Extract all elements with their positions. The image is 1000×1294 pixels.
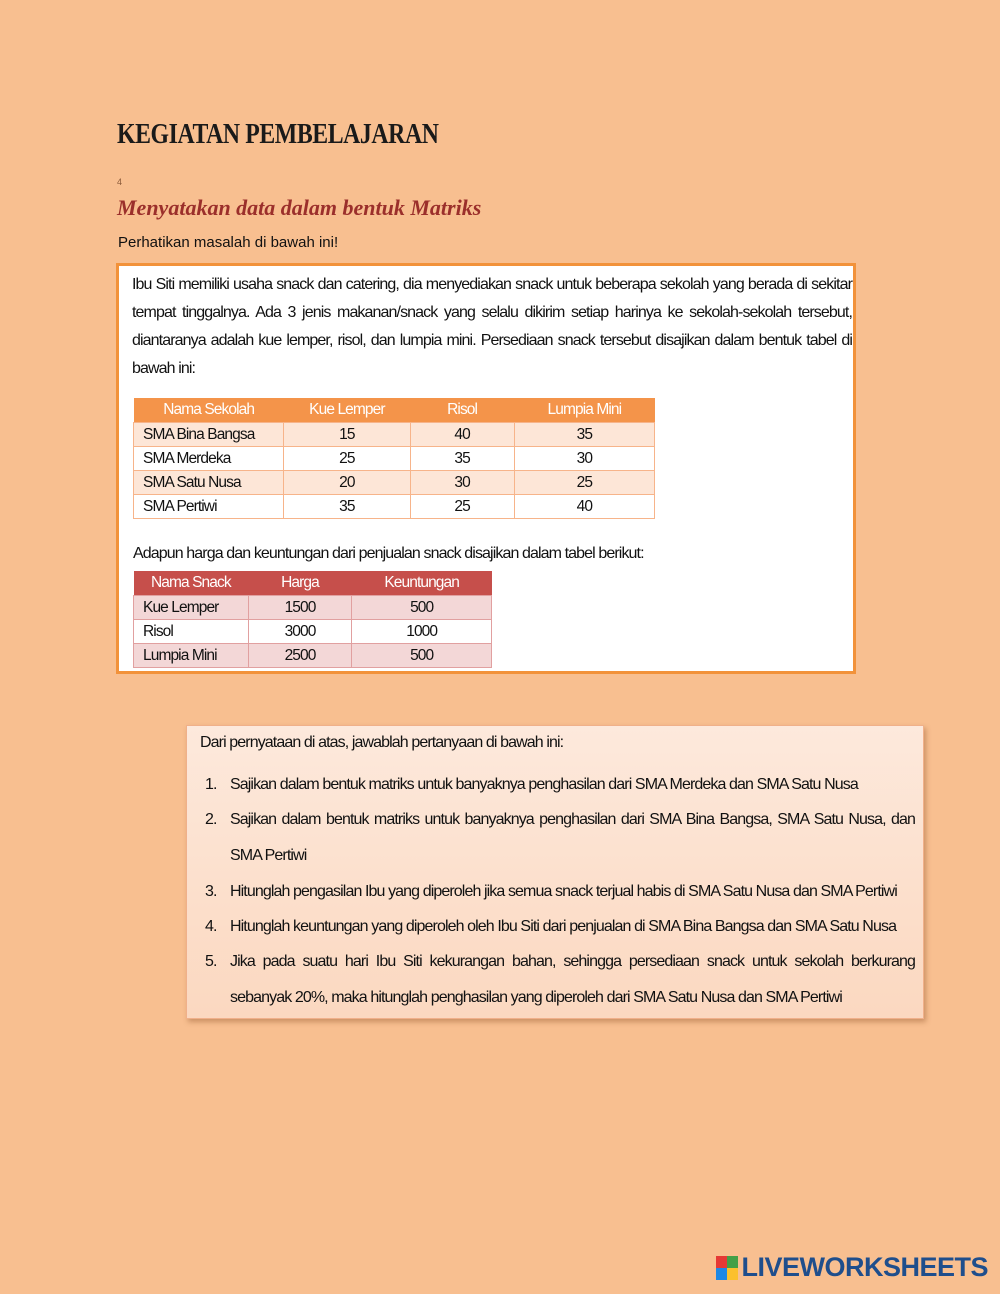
table-cell: SMA Merdeka xyxy=(134,447,284,471)
stock-header-school: Nama Sekolah xyxy=(134,398,284,423)
questions-box xyxy=(186,725,924,1019)
table-cell: 20 xyxy=(284,471,410,495)
table-row xyxy=(134,620,492,644)
page-title: KEGIATAN PEMBELAJARAN xyxy=(117,118,439,150)
logo-square-red xyxy=(716,1256,727,1268)
questions-list xyxy=(200,767,915,1016)
table-row xyxy=(134,495,655,519)
table-cell: 25 xyxy=(514,471,654,495)
table-cell: 15 xyxy=(284,423,410,447)
table-cell: 35 xyxy=(410,447,514,471)
problem-paragraph: Ibu Siti memiliki usaha snack dan catering, dia menyediakan snack untuk beberapa sekolah yang berada di sekitar tempat tinggalnya. Ada 3 jenis makanan/snack yang selalu dikirim setiap harinya ke sekolah-sekolah tersebut, diantaranya adalah kue lemper, risol, dan lumpia mini. Persediaan snack tersebut disajikan dalam bentuk tabel di bawah ini: xyxy=(132,276,852,377)
table-cell: 3000 xyxy=(248,620,352,644)
question-item xyxy=(200,802,915,874)
question-number: 3. xyxy=(205,883,217,900)
table-cell: Lumpia Mini xyxy=(134,644,249,668)
stock-table xyxy=(133,398,655,519)
question-text: Hitunglah keuntungan yang diperoleh oleh Ibu Siti dari penjualan di SMA Bina Bangsa dan SMA Satu Nusa xyxy=(230,918,897,935)
price-header-keuntungan: Keuntungan xyxy=(352,571,492,596)
question-number: 5. xyxy=(205,953,217,970)
logo-square-yellow xyxy=(727,1268,738,1280)
price-header-harga: Harga xyxy=(248,571,352,596)
liveworksheets-logo-icon xyxy=(716,1256,738,1280)
price-header-snack: Nama Snack xyxy=(134,571,249,596)
table-cell: 500 xyxy=(352,644,492,668)
table-row xyxy=(134,447,655,471)
intro-text: Perhatikan masalah di bawah ini! xyxy=(118,234,339,251)
table-cell: 500 xyxy=(352,596,492,620)
table-cell: 35 xyxy=(284,495,410,519)
table-cell: 1000 xyxy=(352,620,492,644)
question-text: Sajikan dalam bentuk matriks untuk banyaknya penghasilan dari SMA Bina Bangsa, SMA Satu Nusa, dan SMA Pertiwi xyxy=(230,811,915,864)
price-table-caption: Adapun harga dan keuntungan dari penjualan snack disajikan dalam tabel berikut: xyxy=(133,545,644,562)
table-row xyxy=(134,423,655,447)
question-text: Sajikan dalam bentuk matriks untuk banyaknya penghasilan dari SMA Merdeka dan SMA Satu Nusa xyxy=(230,776,858,793)
stock-table-header xyxy=(134,398,655,423)
price-table-header xyxy=(134,571,492,596)
table-row xyxy=(134,596,492,620)
table-cell: Risol xyxy=(134,620,249,644)
table-cell: SMA Bina Bangsa xyxy=(134,423,284,447)
table-cell: 35 xyxy=(514,423,654,447)
question-item xyxy=(200,909,915,944)
question-number: 2. xyxy=(205,811,217,828)
table-cell: 40 xyxy=(514,495,654,519)
table-cell: 30 xyxy=(410,471,514,495)
table-row xyxy=(134,644,492,668)
price-table xyxy=(133,571,492,668)
table-cell: 30 xyxy=(514,447,654,471)
table-cell: SMA Pertiwi xyxy=(134,495,284,519)
question-number: 1. xyxy=(205,776,217,793)
table-cell: 25 xyxy=(410,495,514,519)
question-item xyxy=(200,767,915,802)
question-item xyxy=(200,944,915,1016)
question-text: Jika pada suatu hari Ibu Siti kekurangan bahan, sehingga persediaan snack untuk sekolah berkurang sebanyak 20%, maka hitunglah penghasilan yang diperoleh dari SMA Satu Nusa dan SMA Pertiwi xyxy=(230,953,915,1006)
stock-header-risol: Risol xyxy=(410,398,514,423)
page-mark: 4 xyxy=(117,177,123,187)
table-cell: Kue Lemper xyxy=(134,596,249,620)
question-item xyxy=(200,874,915,909)
logo-square-blue xyxy=(716,1268,727,1280)
liveworksheets-logo[interactable] xyxy=(716,1252,988,1283)
logo-square-green xyxy=(727,1256,738,1268)
table-cell: SMA Satu Nusa xyxy=(134,471,284,495)
table-cell: 25 xyxy=(284,447,410,471)
questions-intro: Dari pernyataan di atas, jawablah pertanyaan di bawah ini: xyxy=(200,734,564,751)
stock-header-lumpia: Lumpia Mini xyxy=(514,398,654,423)
table-cell: 2500 xyxy=(248,644,352,668)
stock-header-lemper: Kue Lemper xyxy=(284,398,410,423)
table-cell: 40 xyxy=(410,423,514,447)
table-cell: 1500 xyxy=(248,596,352,620)
logo-text: LIVEWORKSHEETS xyxy=(741,1252,988,1282)
question-text: Hitunglah pengasilan Ibu yang diperoleh jika semua snack terjual habis di SMA Satu Nusa dan SMA Pertiwi xyxy=(230,883,897,900)
question-number: 4. xyxy=(205,918,217,935)
section-subtitle: Menyatakan data dalam bentuk Matriks xyxy=(117,195,482,220)
table-row xyxy=(134,471,655,495)
problem-box xyxy=(116,263,856,674)
